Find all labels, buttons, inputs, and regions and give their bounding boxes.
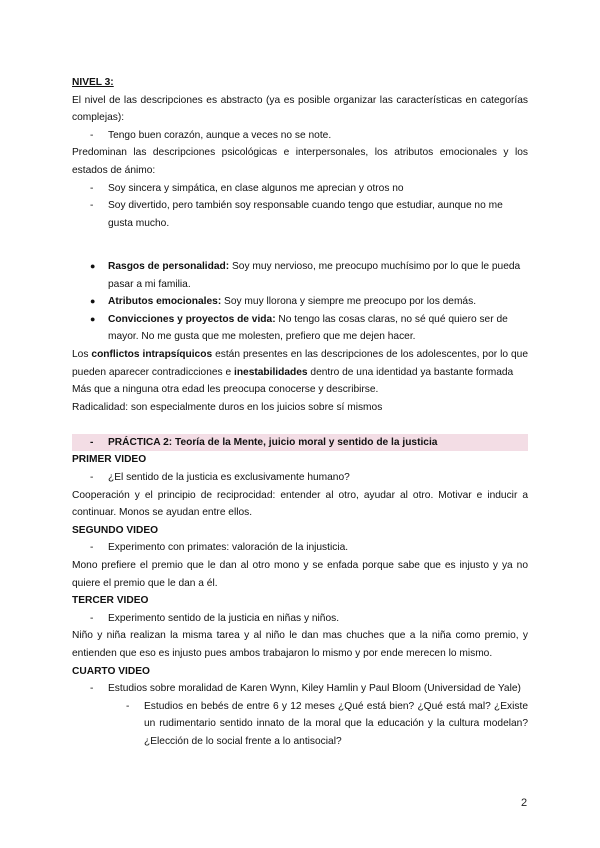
nivel3-heading: NIVEL 3: — [72, 77, 114, 88]
dash-item: - Soy sincera y simpática, en clase algunos me aprecian y otros no — [72, 180, 528, 198]
bullet-marker: ● — [90, 313, 96, 324]
dash-item: - Tengo buen corazón, aunque a veces no se note. — [72, 127, 528, 145]
video1-heading: PRIMER VIDEO — [72, 454, 147, 466]
dash-item: - ¿El sentido de la justicia es exclusivamente humano? — [72, 469, 528, 487]
dash-marker: - — [90, 683, 94, 695]
dash-item: - Estudios sobre moralidad de Karen Wynn, Kiley Hamlin y Paul Bloom (Universidad de Yale) — [72, 680, 528, 698]
line-more: Más que a ninguna otra edad les preocupa conocerse y describirse. — [72, 384, 379, 396]
dash-marker: - — [90, 612, 94, 624]
bullet-marker: ● — [90, 260, 96, 271]
dash-item: - Experimento sentido de la justicia en niñas y niños. — [72, 610, 528, 628]
practica-heading: - PRÁCTICA 2: Teoría de la Mente, juicio moral y sentido de la justicia — [72, 434, 528, 452]
dash-item: - Experimento con primates: valoración de la injusticia. — [72, 539, 528, 557]
video3-heading: TERCER VIDEO — [72, 595, 149, 607]
spacer — [72, 250, 528, 258]
conflict-paragraph: Los conflictos intrapsíquicos están presentes en las descripciones de los adolescentes, por lo que pueden aparecer contradicciones e inestabilidades dentro de una identidad ya bastante formada — [72, 348, 528, 378]
nivel3-para2: Predominan las descripciones psicológicas e interpersonales, los atributos emocionales y los estados de ánimo: — [72, 147, 528, 176]
sub-dash-item: - Estudios en bebés de entre 6 y 12 meses ¿Qué está bien? ¿Qué está mal? ¿Existe un rudimentario sentido innato de la moral que la educación y la cultura modelan? ¿Elección de lo social frente a lo antisocial? — [72, 698, 528, 751]
bullet-item: ● Rasgos de personalidad: Soy muy nervioso, me preocupo muchísimo por lo que le pueda pasar a mi familia. — [72, 258, 528, 293]
dash-marker: - — [90, 472, 94, 484]
dash-marker: - — [90, 436, 94, 448]
nivel3-intro: El nivel de las descripciones es abstracto (ya es posible organizar las características en categorías complejas): — [72, 94, 528, 124]
video1-paragraph: Cooperación y el principio de reciprocidad: entender al otro, ayudar al otro. Motivar e inducir a continuar. Monos se ayudan entre ellos. — [72, 489, 528, 519]
dash-marker: - — [90, 200, 94, 212]
video2-heading: SEGUNDO VIDEO — [72, 524, 159, 536]
bullet-item: ● Convicciones y proyectos de vida: No tengo las cosas claras, no sé qué quiero ser de mayor. No me gusta que me molesten, prefiero que me dejen hacer. — [72, 311, 528, 346]
video3-paragraph: Niño y niña realizan la misma tarea y al niño le dan mas chuches que a la niña como premio, y entienden que eso es injusto pues ambos trabajaron lo mismo y por ende merecen lo mismo. — [72, 630, 528, 659]
dash-marker: - — [90, 182, 94, 194]
video2-paragraph: Mono prefiere el premio que le dan al otro mono y se enfada porque sabe que es injusto y ya no quiere el premio que le dan a él. — [72, 560, 528, 589]
spacer — [72, 232, 528, 250]
dash-marker: - — [90, 129, 94, 141]
page-number: 2 — [521, 797, 528, 809]
dash-marker: - — [126, 700, 130, 712]
bullet-item: ● Atributos emocionales: Soy muy llorona y siempre me preocupo por los demás. — [72, 293, 528, 311]
dash-marker: - — [90, 542, 94, 554]
bullet-marker: ● — [90, 296, 96, 307]
page-content — [72, 74, 528, 751]
video4-heading: CUARTO VIDEO — [72, 665, 150, 677]
spacer — [72, 416, 528, 434]
dash-item: - Soy divertido, pero también soy responsable cuando tengo que estudiar, aunque no me gusta mucho. — [72, 197, 528, 232]
line-radical: Radicalidad: son especialmente duros en los juicios sobre sí mismos — [72, 401, 383, 413]
